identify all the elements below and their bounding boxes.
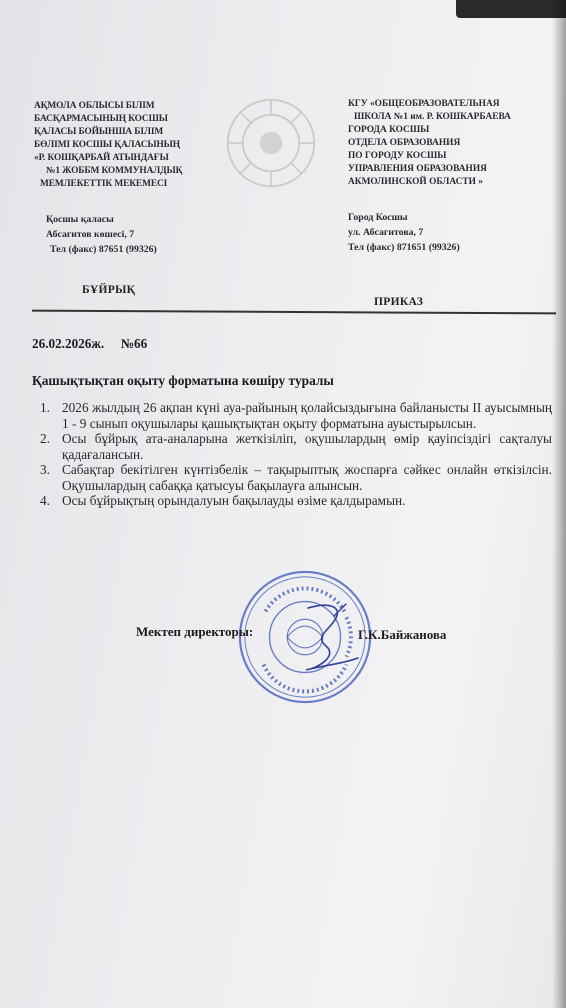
order-subject: Қашықтықтан оқыту форматына көшіру туралы bbox=[32, 373, 334, 388]
header-right-line: УПРАВЛЕНИЯ ОБРАЗОВАНИЯ bbox=[348, 164, 487, 174]
header-left-line: АҚМОЛА ОБЛЫСЫ БІЛІМ bbox=[34, 101, 155, 111]
state-emblem-watermark-icon bbox=[224, 96, 318, 190]
address-line: Абсагитов көшесі, 7 bbox=[46, 229, 135, 240]
order-date-number bbox=[32, 336, 147, 352]
address-line: Город Косшы bbox=[348, 212, 408, 223]
item-number: 2. bbox=[40, 431, 50, 446]
list-item bbox=[40, 431, 552, 462]
order-date: 26.02.2026ж. bbox=[32, 336, 105, 351]
item-text: 2026 жылдың 26 ақпан күні ауа-райының қолайсыздығына байланысты ІІ ауысымның 1 - 9 сынып оқушылары қашықтықтан оқыту форматына ауыстырылсын. bbox=[62, 400, 552, 431]
signer-name: Г.К.Байжанова bbox=[358, 627, 447, 642]
header-right-line: ОТДЕЛА ОБРАЗОВАНИЯ bbox=[348, 138, 461, 148]
order-items-list bbox=[40, 400, 552, 509]
header-left-kz bbox=[34, 100, 224, 191]
header-left-line: БАСҚАРМАСЫНЫҢ КОСШЫ bbox=[34, 114, 168, 124]
address-line: ул. Абсагитова, 7 bbox=[348, 227, 424, 238]
background-edge bbox=[456, 0, 566, 18]
order-number: №66 bbox=[120, 336, 148, 351]
order-title-kz: БҰЙРЫҚ bbox=[82, 284, 136, 296]
header-right-ru bbox=[348, 98, 548, 189]
address-line: Тел (факс) 871651 (99326) bbox=[348, 242, 460, 253]
header-left-line: МЕМЛЕКЕТТІК МЕКЕМЕСІ bbox=[40, 179, 168, 189]
address-left-kz bbox=[46, 212, 157, 257]
header-right-line: АКМОЛИНСКОЙ ОБЛАСТИ » bbox=[348, 177, 483, 187]
header-right-line: ГОРОДА КОСШЫ bbox=[348, 125, 430, 135]
header-left-line: «Р. КОШҚАРБАЙ АТЫНДАҒЫ bbox=[34, 153, 169, 163]
header-divider bbox=[32, 310, 556, 314]
header-right-line: ПО ГОРОДУ КОСШЫ bbox=[348, 151, 447, 161]
item-text: Осы бұйрықтың орындалуын бақылауды өзіме қалдырамын. bbox=[62, 493, 406, 508]
header-right-line: КГУ «ОБЩЕОБРАЗОВАТЕЛЬНАЯ bbox=[348, 99, 500, 109]
header-left-line: БӨЛІМІ КОСШЫ ҚАЛАСЫНЫҢ bbox=[34, 140, 180, 150]
signer-role: Мектеп директоры: bbox=[136, 624, 254, 639]
item-text: Сабақтар бекітілген күнтізбелік – тақырыптық жоспарға сәйкес онлайн өткізілсін. Оқушылардың сабаққа қатысуы бақылауға алынсын. bbox=[62, 462, 552, 493]
list-item bbox=[40, 400, 552, 431]
item-number: 4. bbox=[40, 493, 50, 508]
item-text: Осы бұйрық ата-аналарына жеткізіліп, оқушылардың өмір қауіпсіздігі сақталуы қадағалансын. bbox=[62, 431, 552, 462]
address-line: Қосшы қаласы bbox=[46, 214, 114, 225]
item-number: 1. bbox=[40, 400, 50, 415]
list-item bbox=[40, 462, 552, 493]
header-left-line: №1 ЖОББМ КОММУНАЛДЫҚ bbox=[46, 166, 183, 176]
item-number: 3. bbox=[40, 462, 50, 477]
list-item bbox=[40, 493, 552, 509]
page-edge-shadow bbox=[552, 0, 566, 1008]
address-line: Тел (факс) 87651 (99326) bbox=[50, 244, 157, 255]
header-right-line: ШКОЛА №1 им. Р. КОШКАРБАЕВА bbox=[354, 112, 511, 122]
address-right-ru bbox=[348, 210, 460, 255]
order-title-ru: ПРИКАЗ bbox=[374, 296, 424, 308]
header-left-line: ҚАЛАСЫ БОЙЫНША БІЛІМ bbox=[34, 127, 164, 137]
